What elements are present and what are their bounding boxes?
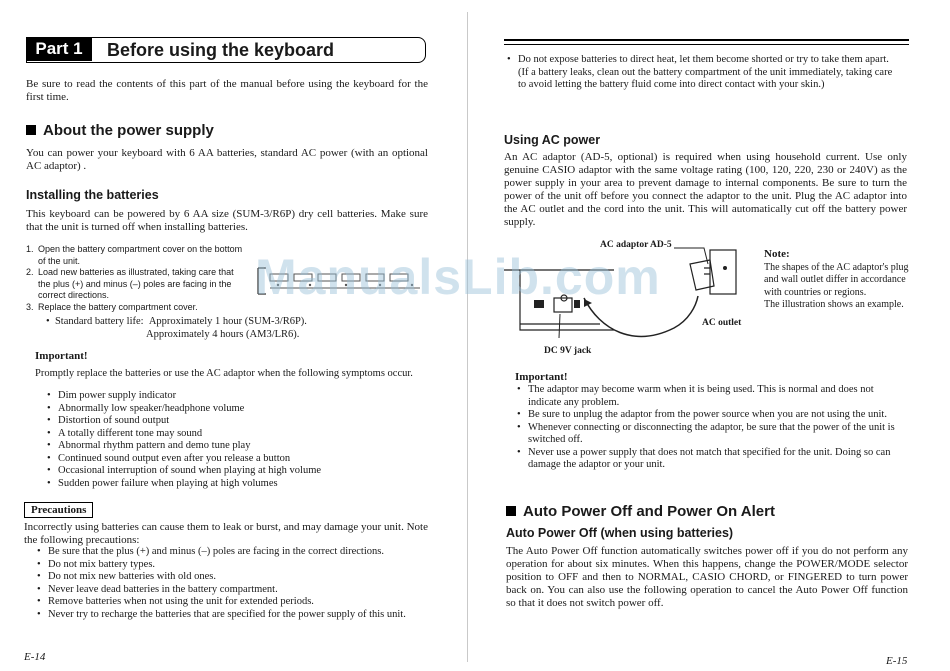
list-item: • Never try to recharge the batteries that are specified for the power supply of this unit. bbox=[36, 609, 420, 622]
list-item: • Be sure to unplug the adaptor from the power source when you are not using the unit. bbox=[516, 409, 900, 422]
note-heading: Note: bbox=[764, 248, 790, 260]
part-header bbox=[26, 37, 426, 63]
adaptor-illustration bbox=[504, 238, 764, 348]
intro-paragraph: Be sure to read the contents of this part of the manual before using the keyboard for the first time. bbox=[26, 78, 428, 103]
page-number: E-15 bbox=[886, 655, 908, 667]
precautions-list bbox=[36, 546, 420, 621]
important-heading: Important! bbox=[35, 350, 88, 362]
auto-power-off-paragraph: The Auto Power Off function automatically switches power off if you do not perform any operation for about six minutes. When this happens, change the POWER/MODE selector position to OFF and then to NORMAL, CASIO CHORD, or FINGERED to turn power back on. You can also use the following operation to cancel the Auto Power Off function so that it does not switch power off. bbox=[506, 545, 908, 609]
battery-life-label: Standard battery life: bbox=[54, 316, 144, 327]
page-divider bbox=[467, 12, 468, 662]
list-item: • Never leave dead batteries in the battery compartment. bbox=[36, 584, 420, 597]
list-item: • Occasional interruption of sound when playing at high volume bbox=[46, 465, 426, 478]
list-item: 1. Open the battery compartment cover on the bottom of the unit. bbox=[26, 244, 243, 266]
list-item: • Do not mix battery types. bbox=[36, 559, 420, 572]
battery-life-value: Approximately 1 hour (SUM-3/R6P). bbox=[148, 316, 307, 327]
list-item: • Distortion of sound output bbox=[46, 415, 426, 428]
part-title: Before using the keyboard bbox=[107, 40, 335, 60]
important-heading: Important! bbox=[515, 371, 568, 383]
list-item: • Dim power supply indicator bbox=[46, 390, 426, 403]
ac-power-heading: Using AC power bbox=[504, 133, 601, 147]
battery-compartment-illustration bbox=[250, 262, 440, 304]
list-item: • Abnormally low speaker/headphone volume bbox=[46, 403, 426, 416]
list-item: • Be sure that the plus (+) and minus (–) poles are facing in the correct directions. bbox=[36, 546, 420, 559]
important-paragraph: Promptly replace the batteries or use the AC adaptor when the following symptoms occur. bbox=[35, 368, 413, 379]
battery-life-value: Approximately 4 hours (AM3/LR6). bbox=[146, 328, 300, 340]
installing-batteries-heading: Installing the batteries bbox=[26, 188, 159, 202]
auto-power-off-heading: Auto Power Off and Power On Alert bbox=[506, 503, 775, 520]
list-item: • Sudden power failure when playing at high volumes bbox=[46, 478, 426, 491]
battery-leak-note: (If a battery leaks, clean out the battery compartment of the unit immediately, taking care to avoid letting the battery fluid come into direct contact with your skin.) bbox=[518, 66, 893, 90]
watermark-logo: ManualsLib.com bbox=[255, 249, 661, 305]
square-bullet-icon bbox=[26, 125, 36, 135]
left-page bbox=[0, 0, 470, 671]
battery-life bbox=[46, 316, 307, 341]
list-item: • Do not expose batteries to direct heat, let them become shorted or try to take them apart. (If a battery leaks, clean out the battery compartment of the unit immediately, taking care to avoid letting the battery fluid come into direct contact with your skin.) bbox=[506, 54, 898, 92]
note-paragraph: The shapes of the AC adaptor's plug and wall outlet differ in accordance with countries or regions. The illustration shows an example. bbox=[764, 262, 909, 310]
power-supply-heading: About the power supply bbox=[26, 122, 214, 139]
list-item: • Whenever connecting or disconnecting the adaptor, be sure that the power of the unit is switched off. bbox=[516, 422, 900, 447]
batteries-paragraph: This keyboard can be powered by 6 AA size (SUM-3/R6P) dry cell batteries. Make sure that the unit is turned off when installing batteries. bbox=[26, 208, 428, 233]
right-page bbox=[480, 0, 950, 671]
list-item: • Remove batteries when not using the unit for extended periods. bbox=[36, 596, 420, 609]
list-item: • A totally different tone may sound bbox=[46, 428, 426, 441]
list-item: • Continued sound output even after you release a button bbox=[46, 453, 426, 466]
list-item: • Never use a power supply that does not match that specified for the unit. Doing so can damage the adaptor or your unit. bbox=[516, 447, 900, 472]
top-rule bbox=[504, 39, 909, 41]
battery-warning-list bbox=[506, 54, 898, 92]
page-number: E-14 bbox=[24, 651, 46, 663]
ac-adaptor-label: AC adaptor AD-5 bbox=[600, 240, 672, 250]
power-supply-paragraph: You can power your keyboard with 6 AA batteries, standard AC power (with an optional AC adaptor) . bbox=[26, 147, 428, 172]
list-item: 2. Load new batteries as illustrated, taking care that the plus (+) and minus (–) poles are facing in the correct directions. bbox=[26, 267, 234, 300]
list-item: 3. Replace the battery compartment cover. bbox=[26, 301, 198, 312]
dc-jack-label: DC 9V jack bbox=[544, 346, 592, 356]
list-item: • The adaptor may become warm when it is being used. This is normal and does not indicate any problem. bbox=[516, 384, 900, 409]
ac-outlet-label: AC outlet bbox=[702, 318, 742, 328]
battery-steps bbox=[26, 244, 244, 313]
ac-adaptor-diagram bbox=[504, 238, 764, 358]
precautions-paragraph: Incorrectly using batteries can cause them to leak or burst, and may damage your unit. Note the following precautions: bbox=[24, 521, 428, 546]
battery-life-row: • Standard battery life: Approximately 1 hour (SUM-3/R6P). bbox=[46, 316, 307, 327]
list-item: • Abnormal rhythm pattern and demo tune play bbox=[46, 440, 426, 453]
top-rule bbox=[504, 44, 909, 45]
auto-power-off-subheading: Auto Power Off (when using batteries) bbox=[506, 526, 734, 540]
ac-power-paragraph: An AC adaptor (AD-5, optional) is required when using household current. Use only genuine CASIO adaptor with the same voltage rating (100, 120, 220, 230 or 240V) as the power supply in your area to prevent damage to internal components. Be sure to turn the power of the unit off before you connect the adaptor to the unit. Plug the AC adaptor into the AC outlet and the cord into the unit. This will automatically cut off the battery power supply. bbox=[504, 151, 907, 228]
part-label: Part 1 bbox=[26, 37, 92, 61]
important-list bbox=[516, 384, 900, 472]
symptoms-list bbox=[46, 390, 426, 490]
list-item: • Do not mix new batteries with old ones. bbox=[36, 571, 420, 584]
precautions-label: Precautions bbox=[24, 500, 93, 518]
square-bullet-icon bbox=[506, 506, 516, 516]
